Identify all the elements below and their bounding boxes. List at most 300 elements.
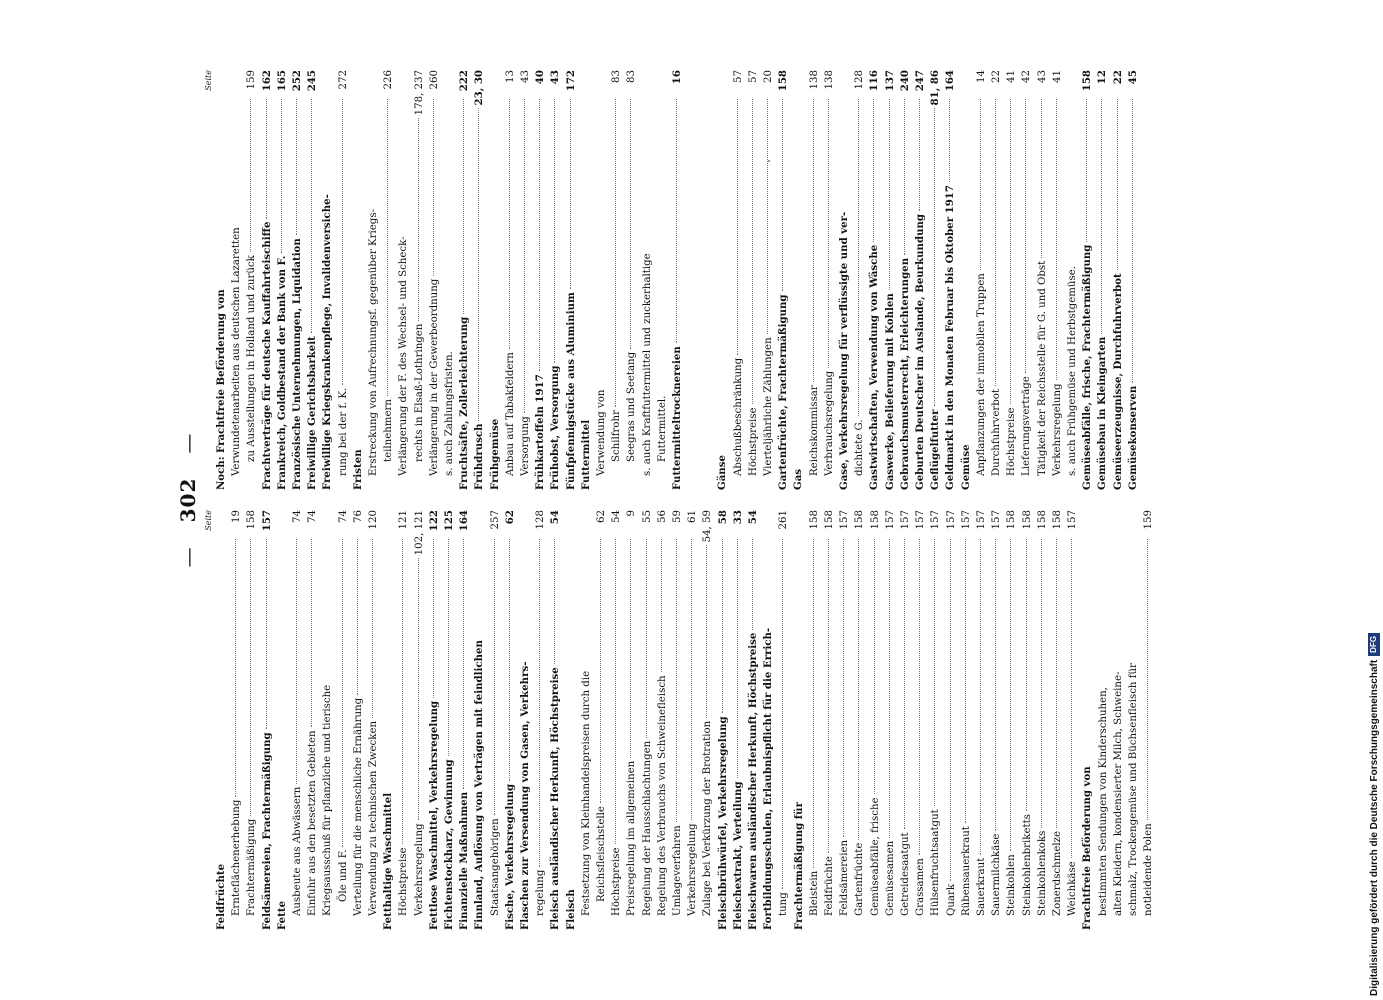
- page-number: 302: [176, 477, 200, 523]
- index-entry: [898, 70, 913, 490]
- index-entry-text: Geburten Deutscher im Auslande, Beurkundung: [914, 213, 927, 490]
- leader-dots: [1132, 99, 1133, 383]
- index-entry-text: Festsetzung von Kleinhandelspreisen durch die: [580, 670, 592, 916]
- index-entry-page: 157: [1067, 510, 1079, 530]
- index-entry-text: Reichsfleischstelle: [595, 806, 607, 902]
- index-entry: [791, 70, 806, 490]
- index-entry-text: schmalz, Trockengemüse und Büchsenfleisch für: [1127, 663, 1139, 916]
- index-entry-text: Hülsenfruchtsaatgut: [930, 809, 942, 916]
- leader-dots: [554, 99, 555, 363]
- leader-dots: [737, 99, 738, 355]
- index-entry: [868, 510, 883, 930]
- index-entry-text: Gartenfrüchte: [854, 842, 866, 916]
- index-entry: [229, 70, 244, 490]
- index-entry-text: Verteilung für die menschliche Ernährung: [352, 697, 364, 916]
- digitization-credit: [1367, 6, 1381, 996]
- index-entry: [1020, 510, 1035, 930]
- index-entry-text: Versorgung: [519, 416, 531, 476]
- index-entry: [1050, 510, 1065, 930]
- index-entry-text: Abschußbeschränkung: [732, 357, 744, 476]
- index-entry-page: 43: [549, 70, 562, 85]
- index-entry: [746, 70, 761, 490]
- index-entry: [640, 70, 655, 490]
- index-entry-text: Höchstpreise: [747, 407, 759, 476]
- index-entry-page: 157: [260, 510, 273, 532]
- index-entry-page: 74: [307, 510, 319, 523]
- leader-dots: [342, 539, 343, 847]
- index-entry-page: 138: [808, 70, 820, 90]
- index-entry-page: 165: [275, 70, 288, 92]
- index-entry: [442, 510, 457, 930]
- leader-dots: [448, 539, 449, 756]
- leader-dots: [889, 539, 890, 838]
- leader-dots: [357, 539, 358, 695]
- index-entry: [852, 510, 867, 930]
- index-entry-text: Gase, Verkehrsregelung für verflüssigte und ver-: [838, 211, 851, 490]
- index-entry: [244, 70, 259, 490]
- leader-dots: [524, 99, 525, 413]
- index-entry: [229, 510, 244, 930]
- index-entry-text: Fleischextrakt, Verteilung: [731, 781, 744, 930]
- index-entry-text: Verwundetenarbeiten aus deutschen Lazaretten: [231, 227, 243, 476]
- index-entry-page: 158: [808, 510, 820, 530]
- index-entry-text: Finnland, Auflösung von Verträgen mit feindlichen: [473, 640, 486, 930]
- index-entry: [412, 70, 427, 490]
- index-entry-page: 54: [549, 510, 562, 525]
- index-entry-text: Frachtermäßigung: [246, 818, 258, 916]
- index-entry-page: 164: [458, 510, 471, 532]
- index-entry: [716, 510, 731, 930]
- index-entry-text: Gemüsekonserven: [1126, 385, 1139, 490]
- index-entry-text: alten Kleidern, kondensierter Milch, Schweine-: [1112, 671, 1124, 916]
- index-entry: [488, 510, 503, 930]
- index-entry-text: Fortbildungsschulen, Erlaubnispflicht für die Errich-: [762, 627, 775, 930]
- index-entry-page: 83: [611, 70, 623, 83]
- index-entry-text: Kriegsausschuß für pflanzliche und tierische: [322, 684, 334, 916]
- leader-dots: [661, 539, 662, 672]
- leader-dots: [934, 108, 935, 406]
- index-entry: [351, 510, 366, 930]
- index-entry-text: Anpflanzungen der immobilen Truppen: [975, 273, 987, 476]
- index-entry: [655, 510, 670, 930]
- leader-dots: [752, 99, 753, 404]
- index-entry-text: Vierteljährliche Zählungen: [763, 337, 775, 476]
- index-entry: [974, 510, 989, 930]
- index-entry-page: 45: [1126, 70, 1139, 85]
- leader-dots: [494, 539, 495, 815]
- index-entry-page: 125: [442, 510, 455, 532]
- index-entry: [761, 70, 776, 490]
- leader-dots: [1056, 539, 1057, 828]
- index-entry-text: Gemüseerzeugnisse, Durchfuhrverbot: [1111, 273, 1124, 490]
- index-entry: [564, 510, 579, 930]
- leader-dots: [266, 99, 267, 219]
- index-entry-page: 81, 86: [929, 70, 942, 106]
- index-entry: [776, 70, 791, 490]
- index-entry-page: 164: [944, 70, 957, 92]
- index-entry: [837, 70, 852, 490]
- index-entry: [427, 70, 442, 490]
- leader-dots: [1041, 539, 1042, 828]
- leader-dots: [706, 545, 707, 717]
- index-entry-page: 252: [290, 70, 303, 92]
- leader-dots: [630, 539, 631, 758]
- leader-dots: [1010, 539, 1011, 851]
- index-entry-text: Fische, Verkehrsregelung: [503, 783, 516, 930]
- leader-dots: [904, 539, 905, 829]
- leader-dots: [463, 99, 464, 314]
- leader-dots: [782, 99, 783, 291]
- index-entry: [624, 70, 639, 490]
- index-entry-text: teilnehmern: [383, 399, 395, 462]
- index-entry-text: Fichtenstockharz, Gewinnung: [442, 759, 455, 930]
- leader-dots: [995, 539, 996, 831]
- index-entry-page: 58: [716, 510, 729, 525]
- index-entry-page: 272: [337, 70, 349, 90]
- index-entry-text: Höchstpreise: [398, 847, 410, 916]
- dfg-logo: DFG: [1368, 633, 1380, 656]
- index-entry-text: Feldsämereien, Frachtermäßigung: [260, 732, 273, 930]
- leader-dots: [402, 539, 403, 844]
- index-entry: [594, 510, 609, 930]
- index-entry-page: 157: [960, 510, 972, 530]
- index-entry-text: Frachtfreie Beförderung von: [1081, 766, 1094, 930]
- index-column-right: [204, 70, 1141, 490]
- index-entry: [883, 510, 898, 930]
- index-entry: [594, 70, 609, 490]
- index-entry: [685, 510, 700, 930]
- index-entry-text: Sauermilchkäse: [991, 833, 1003, 916]
- index-entry-text: Ausbeute aus Abwässern: [291, 786, 303, 916]
- index-entry: [1004, 510, 1019, 930]
- leader-dots: [646, 539, 647, 738]
- index-entry-text: Frühgemüse: [488, 418, 501, 490]
- leader-dots: [995, 99, 996, 386]
- index-entry-page: 121: [398, 510, 410, 530]
- index-entry-text: Öle und F.: [337, 849, 349, 902]
- index-entry-text: bestimmten Sendungen von Kinderschuhen,: [1097, 687, 1109, 916]
- leader-dots: [342, 99, 343, 385]
- leader-dots: [873, 99, 874, 242]
- index-entry-page: 120: [367, 510, 379, 530]
- index-entry-page: 76: [352, 510, 364, 523]
- index-entry-page: 245: [306, 70, 319, 92]
- leader-dots: [539, 99, 540, 371]
- leader-dots: [1041, 99, 1042, 258]
- leader-dots: [691, 539, 692, 820]
- index-entry: [959, 70, 974, 490]
- index-entry-text: dichtete G.: [854, 419, 866, 476]
- index-entry-text: Steinkohlen: [1006, 854, 1018, 916]
- index-entry-text: s. auch Frühgemüse und Herbstgemüse.: [1067, 266, 1079, 476]
- index-entry: [1126, 70, 1141, 490]
- index-entry-text: Noch: Frachtfreie Beförderung von: [215, 289, 227, 490]
- index-entry-text: Zulage bei Verkürzung der Brotration: [702, 720, 714, 916]
- index-entry-page: 19: [231, 510, 243, 523]
- leader-dots: [767, 99, 768, 334]
- index-entry: [533, 70, 548, 490]
- seite-label-left: Seite: [204, 510, 213, 531]
- leader-dots: [250, 539, 251, 816]
- index-entry-page: 178, 237: [413, 70, 425, 116]
- index-entry: [1035, 510, 1050, 930]
- index-entry: [837, 510, 852, 930]
- leader-dots: [570, 99, 571, 289]
- index-entry: [305, 70, 320, 490]
- leader-dots: [418, 558, 419, 820]
- index-entry: [822, 70, 837, 490]
- index-entry-text: Frachtverträge für deutsche Kauffahrteischiffe: [260, 221, 273, 490]
- index-entry-text: Preisregelung im allgemeinen: [626, 760, 638, 916]
- leader-dots: [1010, 99, 1011, 404]
- index-entry: [381, 70, 396, 490]
- index-entry: [260, 510, 275, 930]
- index-entry-text: Sauerkraut: [976, 857, 987, 916]
- index-entry-text: Regelung der Hausschlachtungen: [641, 740, 653, 916]
- index-entry-page: 74: [291, 510, 303, 523]
- index-entry-text: Umlageverfahren: [671, 825, 683, 916]
- leader-dots: [676, 99, 677, 343]
- index-entry: [776, 510, 791, 930]
- index-entry-text: Futtermittel.: [656, 395, 668, 462]
- index-entry-page: 240: [898, 70, 911, 92]
- index-entry: [579, 510, 594, 930]
- index-entry-text: Flaschen zur Versendung von Gasen, Verkehrs-: [518, 661, 531, 930]
- index-entry-text: Regelung des Verbrauchs von Schweinefleisch: [656, 675, 668, 916]
- index-entry-page: 159: [1143, 510, 1155, 530]
- index-entry-text: s. auch Kraftfuttermittel und zuckerhaltige: [641, 253, 653, 476]
- index-entry: [792, 510, 807, 930]
- index-entry-text: Fette: [275, 900, 288, 930]
- index-entry-text: Quark: [945, 883, 957, 916]
- index-entry: [579, 70, 594, 490]
- index-entry-page: 57: [732, 70, 744, 83]
- index-entry-page: 56: [656, 510, 668, 523]
- leader-dots: [874, 539, 875, 794]
- index-entry-page: 157: [991, 510, 1003, 530]
- leader-dots: [281, 99, 282, 253]
- index-entry-text: Gemüse: [959, 444, 972, 490]
- index-entry-text: Futtermitteltrocknereien: [670, 346, 683, 490]
- index-entry-text: Gas: [792, 468, 805, 490]
- index-entry: [1004, 70, 1019, 490]
- leader-dots: [539, 539, 540, 867]
- index-entry: [822, 510, 837, 930]
- index-entry: [898, 510, 913, 930]
- index-entry-text: Rübensauerkraut: [960, 826, 972, 916]
- index-entry: [928, 510, 943, 930]
- index-entry: [731, 70, 746, 490]
- index-entry: [852, 70, 867, 490]
- index-entry-text: Durchfuhrverbot: [991, 388, 1003, 476]
- index-entry-page: 158: [823, 510, 835, 530]
- leader-dots: [1056, 99, 1057, 380]
- index-entry-text: Anbau auf Tabakfeldern: [504, 352, 516, 476]
- leader-dots: [296, 539, 297, 784]
- leader-dots: [828, 99, 829, 368]
- leader-dots: [858, 99, 859, 416]
- index-entry: [989, 510, 1004, 930]
- index-entry: [366, 510, 381, 930]
- leader-dots: [934, 539, 935, 806]
- index-entry: [913, 510, 928, 930]
- index-entry-text: Getreidesaatgut: [899, 832, 911, 916]
- leader-dots: [889, 99, 890, 290]
- index-entry-text: Fristen: [351, 449, 364, 490]
- index-entry-text: Feldfrüchte: [823, 856, 835, 916]
- index-entry-page: 22: [991, 70, 1003, 83]
- index-entry: [883, 70, 898, 490]
- index-entry-page: 158: [1006, 510, 1018, 530]
- index-entry: [442, 70, 457, 490]
- index-entry-page: 61: [687, 510, 699, 523]
- index-entry-text: Fleischbrühwürfel, Verkehrsregelung: [716, 716, 729, 930]
- leader-dots: [1117, 99, 1118, 270]
- index-entry: [928, 70, 943, 490]
- index-entry-text: Steinkohlenbriketts: [1021, 814, 1033, 916]
- index-entry-text: Gemüsesamen: [884, 840, 896, 916]
- index-entry-text: Frühdrusch: [473, 423, 486, 490]
- index-entry-page: 43: [519, 70, 531, 83]
- index-entry: [1019, 70, 1034, 490]
- index-entry-page: 261: [778, 510, 790, 530]
- index-entry-text: Gaswerke, Belieferung mit Kohlen: [883, 293, 896, 490]
- index-entry-text: Freiwillige Gerichtsbarkeit: [306, 336, 319, 490]
- index-entry: [974, 70, 989, 490]
- index-entry: [366, 70, 381, 490]
- index-entry: [472, 70, 487, 490]
- index-entry: [336, 70, 351, 490]
- index-entry-page: 158: [1021, 510, 1033, 530]
- index-entry-page: 159: [246, 70, 258, 90]
- index-entry-page: 247: [914, 70, 927, 92]
- leader-dots: [509, 99, 510, 349]
- index-entry-page: 158: [869, 510, 881, 530]
- index-entry: [336, 510, 351, 930]
- index-entry: [670, 70, 685, 490]
- credit-text: Digitalisierung gefördert durch die Deutsche Forschungsgemeinschaft: [1368, 659, 1380, 996]
- index-entry-page: 157: [915, 510, 927, 530]
- index-entry: [624, 510, 639, 930]
- index-entry-page: 74: [337, 510, 349, 523]
- index-entry: [685, 70, 700, 490]
- index-entry-page: 158: [1081, 70, 1094, 92]
- page-header: [168, 70, 208, 930]
- index-entry: [746, 510, 761, 930]
- leader-dots: [266, 539, 267, 729]
- leader-dots: [235, 539, 236, 797]
- index-entry: [396, 510, 411, 930]
- index-entry: [1050, 70, 1065, 490]
- index-entry-page: 14: [975, 70, 987, 83]
- leader-dots: [311, 539, 312, 727]
- leader-dots: [509, 539, 510, 781]
- index-entry-page: 41: [1051, 70, 1063, 83]
- leader-dots: [722, 539, 723, 713]
- index-entry-text: Reichskommissar: [808, 385, 820, 476]
- index-entry: [1080, 510, 1095, 930]
- leader-dots: [1071, 539, 1072, 858]
- index-entry-page: 157: [976, 510, 987, 530]
- index-entry-text: Seegras und Seetang: [626, 351, 638, 462]
- index-entry-text: Verkehrsregelung: [413, 823, 425, 916]
- index-entry-page: 158: [777, 70, 790, 92]
- index-entry-page: 83: [626, 70, 638, 83]
- index-entry: [731, 510, 746, 930]
- index-entry-page: 42: [1021, 70, 1033, 83]
- index-entry-text: Feldfrüchte: [215, 863, 227, 930]
- scan-speck: [768, 160, 770, 162]
- index-entry: [700, 70, 715, 490]
- index-entry-page: 158: [854, 510, 866, 530]
- index-entry-page: 138: [823, 70, 835, 90]
- index-entry-text: Fleisch: [564, 889, 577, 930]
- index-entry-text: s. auch Zahlungsfristen.: [443, 351, 455, 476]
- index-entry: [275, 70, 290, 490]
- index-entry: [275, 510, 290, 930]
- index-entry: [1141, 510, 1156, 930]
- leader-dots: [478, 108, 479, 420]
- index-entry: [244, 510, 259, 930]
- index-entry: [472, 510, 487, 930]
- leader-dots: [843, 539, 844, 837]
- leader-dots: [1025, 99, 1026, 373]
- index-entry-page: 62: [595, 510, 607, 523]
- index-entry-page: 16: [670, 70, 683, 85]
- index-entry: [518, 510, 533, 930]
- index-entry: [320, 70, 335, 490]
- index-column-left: [204, 510, 1156, 930]
- index-entry: [503, 70, 518, 490]
- seite-label-right: Seite: [204, 70, 213, 91]
- index-entry: [609, 510, 624, 930]
- index-entry: [1065, 70, 1080, 490]
- index-entry-page: 54, 59: [702, 510, 714, 543]
- index-entry: [214, 510, 229, 930]
- index-entry-text: Freiwillige Kriegskrankenpflege, Invalidenversiche-: [321, 194, 334, 490]
- index-entry-text: Finanzielle Maßnahmen: [458, 791, 471, 930]
- index-entry-text: Fünfpfennigstücke aus Aluminium: [564, 292, 577, 490]
- index-entry-page: 40: [534, 70, 547, 85]
- leader-dots: [1086, 99, 1087, 242]
- index-entry-text: Gebrauchsmusterrecht, Erleichterungen: [898, 257, 911, 490]
- leader-dots: [904, 99, 905, 255]
- leader-dots: [828, 539, 829, 853]
- leader-dots: [858, 539, 859, 840]
- index-entry-text: Feldsämereien: [839, 839, 851, 916]
- leader-dots: [1026, 539, 1027, 811]
- index-entry: [548, 70, 563, 490]
- index-entry-text: Erstreckung von Aufrechnungsf. gegenüber Kriegs-: [367, 209, 379, 476]
- leader-dots: [1101, 99, 1102, 334]
- index-entry: [1096, 510, 1111, 930]
- index-entry-text: Verlängerung der F. des Wechsel- und Scheck-: [398, 236, 410, 476]
- index-entry-text: Ernteflächenerhebung: [231, 799, 243, 916]
- index-entry-text: Geldmarkt in den Monaten Februar bis Oktober 1917: [944, 185, 957, 490]
- leader-dots: [919, 99, 920, 211]
- index-entry: [1080, 70, 1095, 490]
- leader-dots: [372, 539, 373, 718]
- index-entry: [381, 510, 396, 930]
- leader-dots: [950, 539, 951, 881]
- index-entry-page: 158: [246, 510, 258, 530]
- leader-dots: [630, 99, 631, 349]
- index-entry-page: 62: [503, 510, 516, 525]
- index-entry-text: tung: [778, 892, 790, 916]
- index-entry-page: 102, 121: [413, 510, 425, 556]
- index-entry: [1035, 70, 1050, 490]
- index-entry-text: Geflügelfutter: [929, 409, 942, 490]
